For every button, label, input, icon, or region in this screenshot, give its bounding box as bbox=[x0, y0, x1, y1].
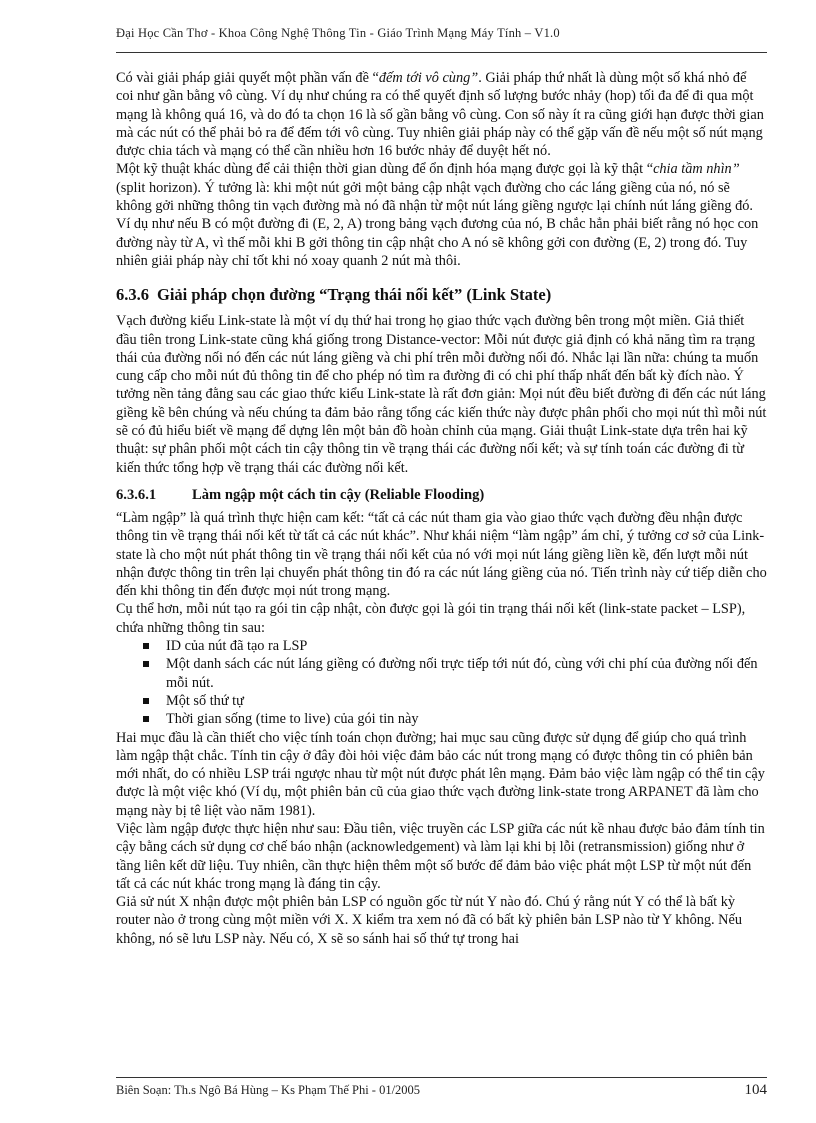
list-item: Một danh sách các nút láng giềng có đường nối trực tiếp tới nút đó, cùng với chi phí của đường nối đến mỗi nút. bbox=[116, 655, 767, 692]
paragraph-flooding-procedure: Việc làm ngập được thực hiện như sau: Đầu tiên, việc truyền các LSP giữa các nút kề nhau được bảo đảm tính tin cậy bằng cách sử dụng cơ chế báo nhận (acknowledgement) và làm lại khi bị lỗi (retransmission) giống như ở tầng liên kết dữ liệu. Tuy nhiên, cần thực hiện thêm một số bước để đảm bảo việc phát một LSP từ một nút đến tất cả các nút khác trong mạng là đáng tin cậy. bbox=[116, 820, 765, 892]
list-item: Thời gian sống (time to live) của gói tin này bbox=[116, 710, 767, 728]
page-footer bbox=[116, 1083, 767, 1098]
paragraph-link-state-intro: Vạch đường kiểu Link-state là một ví dụ thứ hai trong họ giao thức vạch đường bên trong một miền. Giả thiết đầu tiên trong Link-state cũng khá giống trong Distance-vector: Mỗi nút được giả định có khả năng tìm ra trạng thái của đường nối nó đến các nút láng giềng và chi phí trên mỗi đường nối đó. Nhắc lại lần nữa: chúng ta muốn cung cấp cho mỗi nút đủ thông tin để cho phép nó tìm ra đường đi có chi phí thấp nhất đến bất kỳ đích nào. Ý tưởng nền tảng đằng sau các giao thức kiểu Link-state là rất đơn giản: Mọi nút đều biết đường đi đến các nút láng giềng kề bên chúng và nếu chúng ta đảm bảo rằng tổng các kiến thức này được phân phối cho mọi nút thì mỗi nút sẽ có đủ hiểu biết về mạng để dựng lên một bản đồ hoàn chỉnh của mạng. Giải thuật Link-state dựa trên hai kỹ thuật: sự phân phối một cách tin cậy thông tin về trạng thái các đường nối kết; và sự tính toán các đường đi từ kiến thức tổng hợp về trạng thái các đường nối kết. bbox=[116, 313, 767, 476]
subsection-title: Làm ngập một cách tin cậy (Reliable Flooding) bbox=[192, 486, 485, 503]
square-bullet-icon bbox=[143, 698, 149, 704]
header-title: Đại Học Cần Thơ - Khoa Công Nghệ Thông Tin - Giáo Trình Mạng Máy Tính – V1.0 bbox=[116, 26, 560, 40]
emphasis-count-to-infinity: đếm tới vô cùng” bbox=[378, 70, 479, 86]
paragraph-counting-to-infinity: Có vài giải pháp giải quyết một phần vấn đề “đếm tới vô cùng”. Giải pháp thứ nhất là dùng một số khá nhỏ để coi như gần bằng vô cùng. Ví dụ như chúng ra có thể quyết định số lượng bước nhảy (hop) tối đa để đi qua một mạng là không quá 16, và do đó ta chọn 16 là số gần bằng vô cùng. Con số này ít ra cũng giới hạn được thời gian mà các nút có thể phải bỏ ra để đếm tới vô cùng. Tuy nhiên giải pháp này có thể gặp vấn đề nếu một số nút mạng được chia tách và mạng có thể cần nhiều hơn 16 bước nhảy để duyệt hết nó. bbox=[116, 70, 764, 160]
list-item: Một số thứ tự bbox=[116, 692, 767, 710]
page-number: 104 bbox=[744, 1082, 767, 1098]
section-title: Giải pháp chọn đường “Trạng thái nối kết” (Link State) bbox=[157, 285, 552, 305]
paragraph-split-horizon: Một kỹ thuật khác dùng để cải thiện thời gian dùng để ổn định hóa mạng được gọi là kỹ thật “chia tầm nhìn” (split horizon). Ý tưởng là: khi một nút gởi một bảng cập nhật vạch đường cho các láng giềng của nó, nó sẽ không gởi những thông tin vạch đường mà nó đã nhận từ một nút láng giềng ngược lại chính nút láng giềng đó. Ví dụ như nếu B có một đường đi (E, 2, A) trong bảng vạch đương của nó, B chắc hẳn phải biết rằng nó học con đường này từ A, vì thế mỗi khi B gởi thông tin cập nhật cho A nó sẽ không gởi con đường (E, 2) trong đó. Tuy nhiên giải pháp này chỉ tốt khi nó xoay quanh 2 nút mà thôi. bbox=[116, 161, 759, 269]
footer-divider bbox=[116, 1077, 767, 1078]
paragraph-reliability: Hai mục đầu là cần thiết cho việc tính toán chọn đường; hai mục sau cũng được sử dụng để giúp cho quá trình làm ngập thật chắc. Tính tin cậy ở đây đòi hỏi việc đảm bảo các nút trong mạng có được thông tin có phiên bản mới nhất, do có nhiều LSP trái ngược nhau từ một nút được phát lên mạng. Đảm bảo việc làm ngập có thể tin cậy được là một việc khó (Ví dụ, một phiên bản cũ của giao thức vạch đường link-state trong ARPANET đã làm cho mạng này bị tê liệt vào năm 1981). bbox=[116, 729, 765, 819]
lsp-fields-list bbox=[116, 637, 767, 728]
paragraph-flooding-definition: “Làm ngập” là quá trình thực hiện cam kết: “tất cả các nút tham gia vào giao thức vạch đường đều nhận được thông tin về trạng thái nối kết từ tất cả các nút khác”. Như khái niệm “làm ngập” ám chỉ, ý tưởng cơ sở của Link-state là cho một nút phát thông tin về trạng thái nối kết của nó với mọi nút láng giềng liền kề, đến lượt mỗi nút nhận được thông tin trên lại chuyển phát thông tin đó ra các nút láng giềng của nó. Tiến trình này cứ tiếp diễn cho đến khi thông tin đến được mọi nút trong mạng. bbox=[116, 509, 767, 600]
square-bullet-icon bbox=[143, 643, 149, 649]
emphasis-split-horizon: chia tầm nhìn” bbox=[653, 161, 740, 178]
subsection-heading bbox=[116, 486, 767, 505]
page-header bbox=[116, 26, 767, 41]
footer-author: Biên Soạn: Th.s Ngô Bá Hùng – Ks Phạm Thế Phi - 01/2005 bbox=[116, 1083, 421, 1097]
square-bullet-icon bbox=[143, 661, 149, 667]
page-content bbox=[116, 69, 767, 948]
square-bullet-icon bbox=[143, 716, 149, 722]
paragraph-lsp-contents: Cụ thể hơn, mỗi nút tạo ra gói tin cập nhật, còn được gọi là gói tin trạng thái nối kết (link-state packet – LSP), chứa những thông tin sau: bbox=[116, 601, 746, 636]
section-number: 6.3.6 bbox=[116, 285, 149, 305]
paragraph-lsp-reception: Giả sử nút X nhận được một phiên bản LSP có nguồn gốc từ nút Y nào đó. Chú ý rằng nút Y có thể là bất kỳ router nào ở trong cùng một miền với X. X kiểm tra xem nó đã có bất kỳ phiên bản LSP nào từ Y không. Nếu không, nó sẽ lưu LSP này. Nếu có, X sẽ so sánh hai số thứ tự trong hai bbox=[116, 894, 742, 947]
header-divider bbox=[116, 52, 767, 53]
subsection-number: 6.3.6.1 bbox=[116, 486, 157, 503]
list-item: ID của nút đã tạo ra LSP bbox=[116, 637, 767, 655]
section-heading bbox=[116, 285, 767, 305]
